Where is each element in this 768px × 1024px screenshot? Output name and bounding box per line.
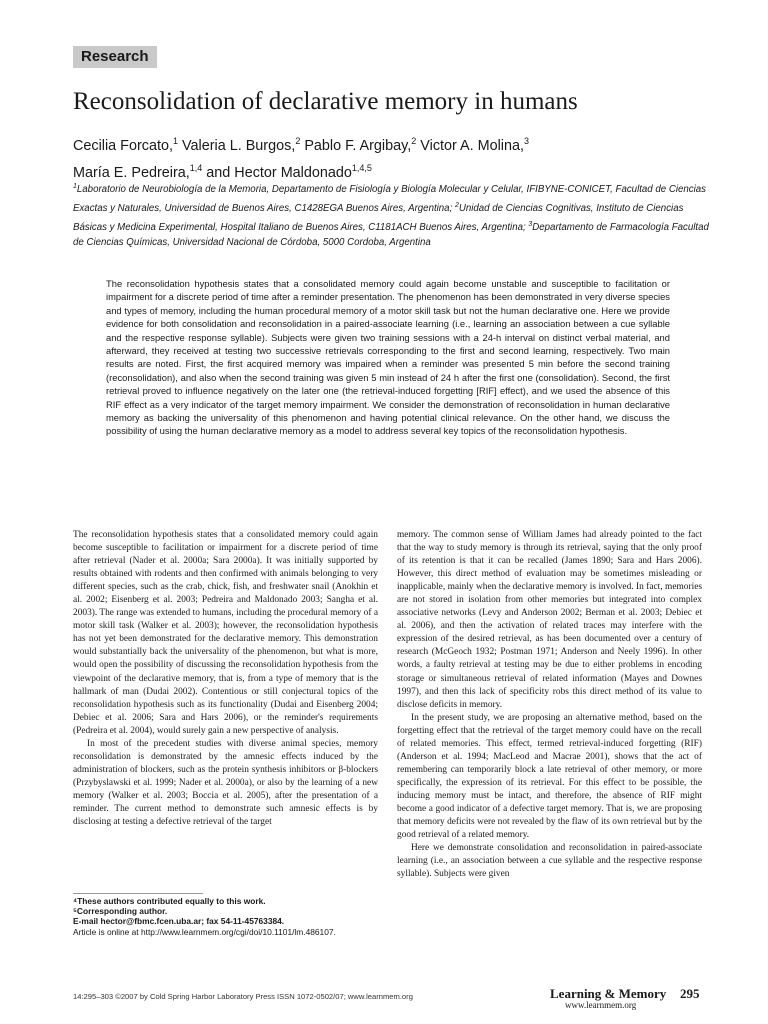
body-column-right	[397, 529, 702, 881]
author-6: and Hector Maldonado$^{1,4,5}$	[206, 162, 372, 181]
affiliations: $^1$Laboratorio de Neurobiología de la Memoria, Departamento de Fisiología y Biología Molecular y Celular, IFIBYNE-CONICET, Facultad de Ciencias Exactas y Naturales, Universidad de Buenos Aires, C1428EGA Buenos Aires, Argentina; $^2$Unidad de Ciencias Cognitivas, Instituto de Ciencias Básicas y Medicina Experimental, Hospital Italiano de Buenos Aires, C1181ACH Buenos Aires, Argentina; $^3$Departamento de Farmacología Facultad de Ciencias Químicas, Universidad Nacional de Córdoba, 5000 Cordoba, Argentina	[73, 183, 709, 249]
affiliation-1: Laboratorio de Neurobiología de la Memoria, Departamento de Fisiología y Biología Molecular y Celular, IFIBYNE-CONICET, Facultad de Ciencias Exactas y Naturales, Universidad de Buenos Aires, C1428EGA Buenos Aires, Argentina;	[73, 184, 707, 215]
body-column-left	[73, 529, 378, 829]
body-paragraph: memory. The common sense of William James had already pointed to the fact that the way to study memory is through its retrieval, saying that the only proof of its retention is that it can be recalled (James 1890; Sara and Hars 2006). However, this direct method of evaluation may be sometimes misleading or inapplicable, mainly when the declarative memory is involved. In fact, memories are not stored in isolation from other memories but integrated into complex associative networks (Levy and Anderson 2002; Berman et al. 2003; Debiec et al. 2006), and then the activation of related traces may interfere with the expression of the desired retrieval, as has been documented over a century of research (McGeoch 1932; Postman 1971; Anderson and Neely 1996). In other words, a faulty retrieval at testing may be due to either problems in encoding storage or simultaneous retrieval of related information (Mayes and Downes 1997), and then this lack of specificity robs this direct method of its value to disclose deficits in memory.	[397, 530, 702, 710]
footer-citation: 14:295–303 ©2007 by Cold Spring Harbor Laboratory Press ISSN 1072-0502/07; www.learnmem.org	[73, 992, 413, 1001]
author-list	[73, 130, 713, 184]
body-paragraph: Here we demonstrate consolidation and reconsolidation in paired-associate learning (i.e., an association between a cue syllable and the respective response syllable). Subjects were given	[397, 843, 702, 880]
footnote-corresponding: ⁵Corresponding author.	[73, 906, 168, 917]
footnotes	[73, 896, 378, 937]
footnote-equal-contribution: ⁴These authors contributed equally to this work.	[73, 896, 266, 906]
author-1: Cecilia Forcato,$^1$	[73, 136, 178, 154]
author-3: Pablo F. Argibay,$^2$	[304, 136, 417, 154]
affiliation-3: Departamento de Farmacología Facultad de Ciencias Químicas, Universidad Nacional de Córdoba, 5000 Cordoba, Argentina	[73, 221, 709, 249]
article-title: Reconsolidation of declarative memory in humans	[73, 88, 578, 115]
footnote-email[interactable]: E-mail hector@fbmc.fcen.uba.ar; fax 54-11-45763384.	[73, 916, 285, 927]
author-2: Valeria L. Burgos,$^2$	[181, 136, 301, 154]
author-4: Victor A. Molina,$^3$	[420, 136, 530, 154]
body-paragraph: The reconsolidation hypothesis states that a consolidated memory could again become susceptible to facilitation or impairment for a discrete period of time after retrieval (Nader et al. 2000a; Sara 2000a). It was initially supported by results obtained with rodents and then confirmed with animals belonging to very different species, such as the crab, chick, fish, and freshwater snail (Anokhin et al. 2002; Eisenberg et al. 2003; Pedreira and Maldonado 2003; Sangha et al. 2003). The range was extended to humans, including the procedural memory of a motor skill task (Walker et al. 2003); however, the reconsolidation hypothesis has not yet been demonstrated for the declarative memory. This demonstration would substantially back the universality of the phenomenon, but what is more, would open the possibility of discussing the reconsolidation hypothesis from the viewpoint of the declarative memory, that is, from a type of memory that is the hallmark of man (Dudai 2002). Contentious or still conjectural topics of the reconsolidation hypothesis such as its functionality (Dudai and Eisenberg 2004; Debiec et al. 2006; Sara and Hars 2006), or the reminder's requirements (Pedreira et al. 2004), would surely gain a new perspective of analysis.	[73, 530, 378, 736]
footnote-online-link[interactable]: Article is online at http://www.learnmem.org/cgi/doi/10.1101/lm.486107.	[73, 926, 336, 937]
journal-url[interactable]: www.learnmem.org	[565, 1000, 637, 1010]
page-number: 295	[680, 986, 700, 1001]
journal-name: Learning & Memory	[550, 986, 667, 1001]
footnote-rule	[73, 893, 203, 894]
body-paragraph: In most of the precedent studies with diverse animal species, memory reconsolidation is demonstrated by the amnesic effects induced by the administration of blockers, such as the protein synthesis inhibitors or β-blockers (Przybyslawski et al. 1999; Nader et al. 2000a), or also by the learning of a new memory (Walker et al. 2003; Boccia et al. 2005), after the presentation of a reminder. The current method to demonstrate such amnesic effects is by disclosing at testing a defective retrieval of the target	[73, 738, 378, 828]
affiliation-2: Unidad de Ciencias Cognitivas, Instituto de Ciencias Básicas y Medicina Experimental, Hospital Italiano de Buenos Aires, C1181ACH Buenos Aires, Argentina;	[73, 203, 684, 233]
section-tag: Research	[73, 46, 157, 68]
body-paragraph: In the present study, we are proposing an alternative method, based on the forgetting effect that the retrieval of the target memory could have on the recall of related memories. This effect, termed retrieval-induced forgetting (RIF) (Anderson et al. 1994; MacLeod and Macrae 2001), shows that the act of remembering can temporarily block a late retrieval of other memory, or more specifically, the expression of its retrieval. For this effect to be possible, the inducing memory must be intact, and therefore, the absence of RIF might become a good indicator of a defective target memory. That is, we are proposing that memory deficits were not revealed by the flaw of its own retrieval but by the good retrieval of a related memory.	[397, 712, 702, 841]
author-5: María E. Pedreira,$^{1,4}$	[73, 162, 203, 181]
abstract: The reconsolidation hypothesis states that a consolidated memory could again become unstable and susceptible to facilitation or impairment for a discrete period of time after a reminder presentation. The phenomenon has been demonstrated in very diverse species and types of memory, including the human procedural memory of a motor skill task but not the human declarative one. Here we provide evidence for both consolidation and reconsolidation in a paired-associate learning (i.e., learning an association between a cue syllable and the respective response syllable). Subjects were given two training sessions with a 24-h interval on distinct verbal material, and afterward, they received at testing two successive retrievals corresponding to the first and second learning, respectively. Two main results are noted. First, the first acquired memory was impaired when a reminder was presented 5 min before the second training (reconsolidation), and also when the second training was given 5 min instead of 24 h after the first one (consolidation). Second, the first retrieval proved to influence negatively on the later one (the retrieval-induced forgetting [RIF] effect), and we used the absence of this RIF effect as a very indicator of the target memory impairment. We consider the demonstration of reconsolidation in human declarative memory as backing the universality of this phenomenon and having potential clinical relevance. On the other hand, we discuss the possibility of using the human declarative memory as a model to address several key topics of the reconsolidation hypothesis.	[106, 278, 670, 437]
